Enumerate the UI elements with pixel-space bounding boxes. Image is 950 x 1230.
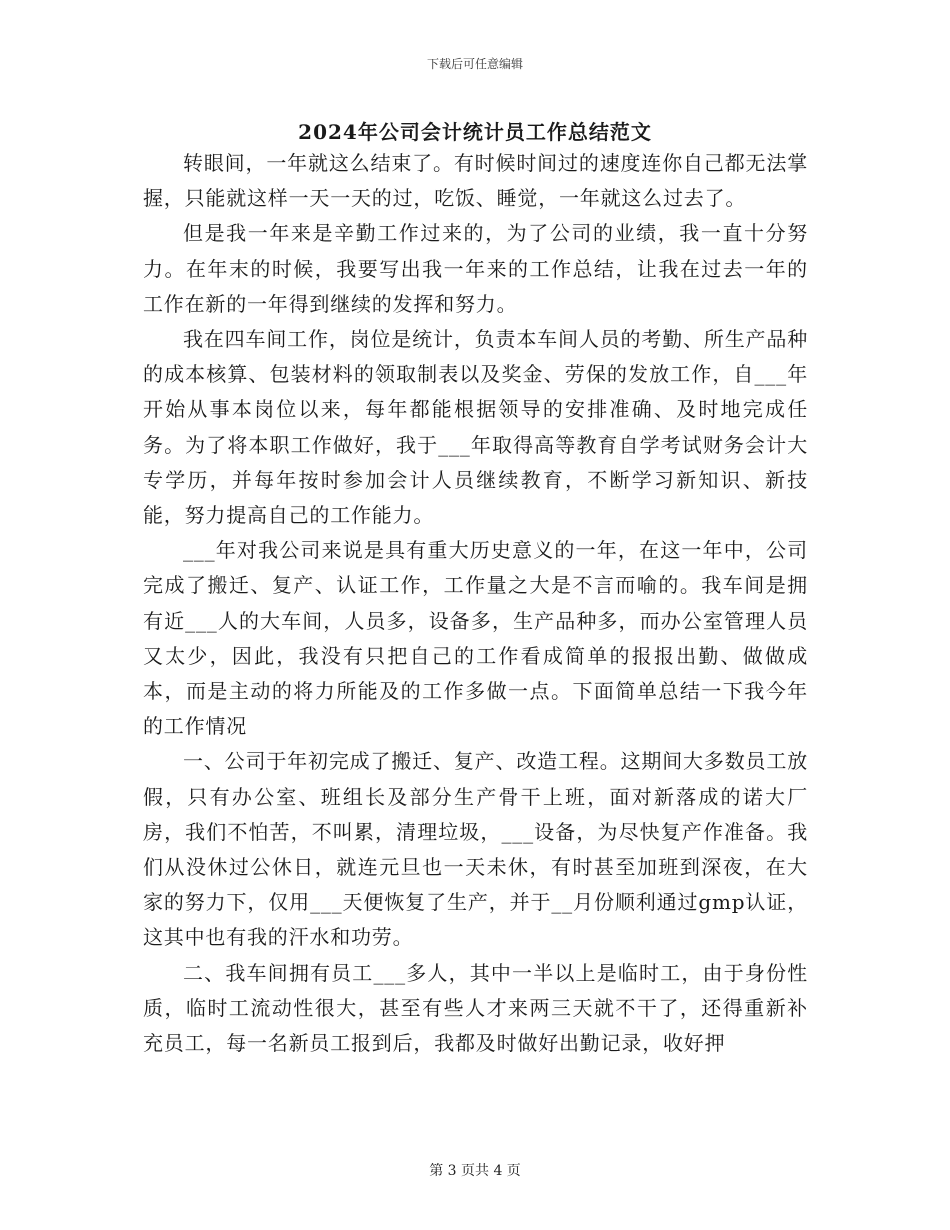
paragraph-6: 二、我车间拥有员工___多人，其中一半以上是临时工，由于身份性质，临时工流动性很大，甚至有些人才来两三天就不干了，还得重新补充员工，每一名新员工报到后，我都及时做好出勤记录，收好押 [143, 960, 808, 1056]
document-title: 2024年公司会计统计员工作总结范文 [298, 120, 652, 144]
document-body [143, 146, 808, 1061]
paragraph-1: 转眼间，一年就这么结束了。有时候时间过的速度连你自己都无法掌握，只能就这样一天一天的过，吃饭、睡觉，一年就这么过去了。 [143, 151, 808, 211]
page-number: 第 3 页共 4 页 [429, 1163, 521, 1179]
paragraph-4: ___年对我公司来说是具有重大历史意义的一年，在这一年中，公司完成了搬迁、复产、认证工作，工作量之大是不言而喻的。我车间是拥有近___人的大车间，人员多，设备多，生产品种多，而办公室管理人员又太少，因此，我没有只把自己的工作看成简单的报报出勤、做做成本，而是主动的将力所能及的工作多做一点。下面简单总结一下我今年的工作情况 [143, 538, 808, 739]
header-note: 下载后可任意编辑 [426, 57, 523, 71]
paragraph-2: 但是我一年来是辛勤工作过来的，为了公司的业绩，我一直十分努力。在年末的时候，我要写出我一年来的工作总结，让我在过去一年的工作在新的一年得到继续的发挥和努力。 [143, 221, 808, 316]
paragraph-5: 一、公司于年初完成了搬迁、复产、改造工程。这期间大多数员工放假，只有办公室、班组长及部分生产骨干上班，面对新落成的诺大厂房，我们不怕苦，不叫累，清理垃圾，___设备，为尽快复产作准备。我们从没休过公休日，就连元旦也一天未休，有时甚至加班到深夜，在大家的努力下，仅用___天便恢复了生产，并于__月份顺利通过gmp认证，这其中也有我的汗水和功劳。 [143, 749, 808, 950]
paragraph-3: 我在四车间工作，岗位是统计，负责本车间人员的考勤、所生产品种的成本核算、包装材料的领取制表以及奖金、劳保的发放工作，自___年开始从事本岗位以来，每年都能根据领导的安排准确、及时地完成任务。为了将本职工作做好，我于___年取得高等教育自学考试财务会计大专学历，并每年按时参加会计人员继续教育，不断学习新知识、新技能，努力提高自己的工作能力。 [143, 327, 808, 528]
